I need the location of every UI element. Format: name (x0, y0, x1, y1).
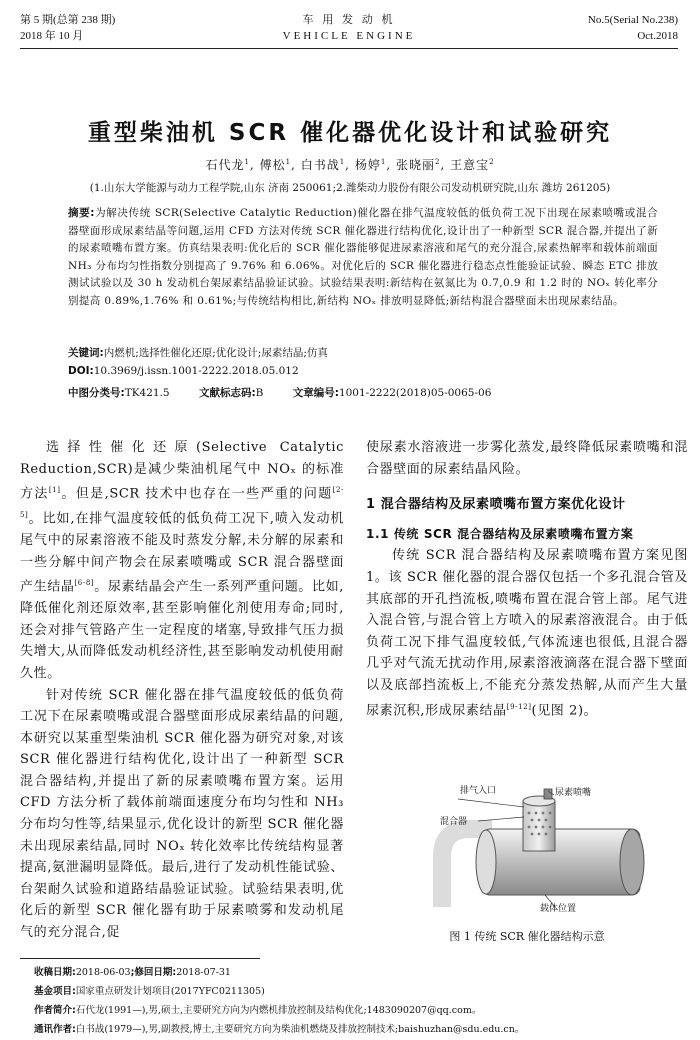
paragraph (366, 545, 688, 721)
corresponding-text: 白书战(1979—),男,副教授,博士,主要研究方向为柴油机燃烧及排放控制技术;baishuzhan@sdu.edu.cn。 (75, 1024, 525, 1035)
journal-name-cn: 车 用 发 动 机 (302, 14, 396, 26)
text-run: 。但是,SCR 技术中也存在一些严重的问题 (60, 486, 333, 502)
paragraph (20, 437, 344, 685)
clc-label: 中图分类号: (68, 387, 125, 399)
header-right (588, 12, 678, 44)
fund-text: 国家重点研发计划项目(2017YFC0211305) (75, 986, 265, 997)
doi-text: 10.3969/j.issn.1001-2222.2018.05.012 (93, 365, 299, 377)
text-run: 。比如,在排气温度较低的低负荷工况下,喷入发动机尾气中的尿素溶液不能及时蒸发分解,未分解的尿素和一些分解中间产物会在尿素喷嘴或 SCR 混合器壁面产生结晶 (20, 511, 344, 595)
author-sup: 1 (380, 158, 387, 166)
keywords-text: 内燃机;选择性催化还原;优化设计;尿素结晶;仿真 (103, 347, 328, 359)
doi (68, 365, 299, 377)
catalyst-inlet-face (476, 830, 496, 894)
footnote-rule (20, 958, 260, 959)
paragraph: 针对传统 SCR 催化器在排气温度较低的低负荷工况下在尿素喷嘴或混合器壁面形成尿素结晶的问题,本研究以某重型柴油机 SCR 催化器为研究对象,对该 SCR 催化器进行结构优化,设计出了一种新型 SCR 混合器结构,并提出了新的尿素喷嘴布置方案。运用 CFD 方法分析了载体前端面速度分布均匀性和 NH₃ 分布均匀性等,结果显示,优化设计的新型 SCR 催化器未出现尿素结晶,同时 NOₓ 转化效率比传统结构显著提高,氨泄漏明显降低。最后,进行了发动机性能试验、台架耐久试验和道路结晶验证试验。试验结果表明,优化后的新型 SCR 催化器有助于尿素喷雾和发动机尾气的充分混合,促 (20, 687, 344, 941)
scr-catalyst-drawing (420, 787, 650, 912)
label-mixer: 混合器 (440, 817, 468, 827)
author-sup: 2 (434, 158, 441, 166)
article-no-label: 文章编号: (292, 387, 339, 399)
doc-code-value: B (255, 387, 264, 399)
author: 王意宝 (450, 158, 490, 172)
text-run: 传统 SCR 混合器结构及尿素喷嘴布置方案见图 1。该 SCR 催化器的混合器仅包括一个多孔混合管及其底部的开孔挡流板,喷嘴布置在混合管上部。尾气进入混合管,与混合管上方喷入的尿素溶液混合。由于低负荷工况下排气温度较低,气体流速也很低,且混合器几乎对气流无扰动作用,尿素溶液滴落在混合器下壁面以及底部挡流板上,不能充分蒸发热解,从而产生大量尿素沉积,形成尿素结晶 (366, 548, 688, 718)
author: 张晓丽 (395, 158, 435, 172)
section-heading: 1 混合器结构及尿素喷嘴布置方案优化设计 (366, 497, 626, 513)
label-urea-nozzle: 尿素喷嘴 (555, 788, 592, 798)
label-exhaust-inlet: 排气入口 (460, 786, 497, 796)
footnote-corresponding (34, 1021, 524, 1035)
author-list: 石代龙$^1$, 傅松$^1$, 白书战$^1$, 杨婷$^1$, 张晓丽$^2$, 王意宝$^2$ (205, 158, 495, 172)
paragraph: 使尿素水溶液进一步雾化蒸发,最终降低尿素喷嘴和混合器壁面的尿素结晶风险。 (366, 440, 688, 477)
abstract (68, 205, 658, 311)
author-bio-label: 作者简介: (34, 1005, 76, 1016)
issue-en: No.5(Serial No.238) (587, 14, 678, 26)
keywords-label: 关键词: (68, 347, 104, 359)
author: 石代龙 (205, 158, 245, 172)
text-run: 。尿素结晶会产生一系列严重问题。比如,降低催化剂还原效率,甚至影响催化剂使用寿命;同时,还会对排气管路产生一定程度的堵塞,导致排气压力损失增大,从而降低发动机经济性,甚至影响发动机使用耐久性。 (20, 579, 344, 681)
author: 傅松 (259, 158, 286, 172)
abstract-text: 为解决传统 SCR(Selective Catalytic Reduction)催化器在排气温度较低的低负荷工况下出现在尿素喷嘴或混合器壁面形成尿素结晶等问题,运用 CFD 方法对传统 SCR 催化器进行结构优化,设计出了一种新型 SCR 混合器,并提出了新的尿素喷嘴布置方案。仿真结果表明:优化后的 SCR 催化器能够促进尿素溶液和尾气的充分混合,尿素热解率和载体前端面 NH₃ 分布均匀性指数分别提高了 9.76% 和 6.06%。对优化后的 SCR 催化器进行稳态点性能验证试验、瞬态 ETC 排放测试试验以及 30 h 发动机台架尿素结晶验证试验。试验结果表明:新结构在氨氮比为 0.7,0.9 和 1.2 时的 NOₓ 转化率分别提高 0.89%,1.76% 和 0.61%;与传统结构相比,新结构 NOₓ 排放明显降低;新结构混合器壁面未出现尿素结晶。 (68, 207, 658, 307)
running-header (20, 12, 678, 48)
footnote-fund (34, 983, 265, 997)
footnote-dates (34, 964, 231, 978)
author-bio-text: 石代龙(1991—),男,硕士,主要研究方向为内燃机排放控制及结构优化;1483090207@qq.com。 (75, 1005, 482, 1016)
issue-cn: 第 5 期(总第 238 期) (20, 14, 116, 26)
catalyst-end-cap (620, 829, 644, 895)
header-center (20, 12, 678, 44)
revised-date: 2018-07-31 (176, 967, 231, 978)
subsection-heading: 1.1 传统 SCR 混合器结构及尿素喷嘴布置方案 (366, 526, 634, 541)
classification-line (68, 385, 517, 400)
author-sup: 2 (489, 158, 495, 166)
author: 白书战 (300, 158, 340, 172)
abstract-label: 摘要: (68, 207, 95, 219)
affiliation: (1.山东大学能源与动力工程学院,山东 济南 250061;2.潍柴动力股份有限公司发动机研究院,山东 潍坊 261205) (89, 182, 611, 194)
author-sup: 1 (244, 158, 250, 166)
footnote-author (34, 1002, 481, 1016)
urea-nozzle (544, 789, 552, 799)
text-run: (见图 2)。 (531, 702, 598, 718)
paper-title: 重型柴油机 SCR 催化器优化设计和试验研究 (87, 120, 613, 146)
citation: [2-5] (20, 486, 344, 520)
doc-code-label: 文献标志码: (198, 387, 256, 399)
article-no-value: 1001-2222(2018)05-0065-06 (338, 387, 492, 399)
revised-label: ;修回日期: (130, 967, 177, 978)
doi-label: DOI: (68, 365, 94, 377)
citation: [6-8] (74, 579, 95, 588)
keywords (68, 345, 328, 360)
body-column-right (366, 437, 688, 721)
fund-label: 基金项目: (34, 986, 76, 997)
author-sup: 1 (285, 158, 292, 166)
catalyst-body (482, 829, 640, 895)
journal-name-en: VEHICLE ENGINE (282, 30, 416, 42)
figure-1-scr-diagram (420, 787, 650, 912)
citation: [1] (48, 486, 61, 495)
text-run: 选择性催化还原(Selective Catalytic Reduction,SCR)是减少柴油机尾气中 NOₓ 的标准方法 (20, 440, 344, 502)
label-carrier-position: 载体位置 (540, 904, 577, 914)
figure-caption: 图 1 传统 SCR 催化器结构示意 (449, 930, 605, 943)
body-column-left (20, 437, 344, 944)
author: 杨婷 (354, 158, 381, 172)
corresponding-label: 通讯作者: (34, 1024, 76, 1035)
received-date: 2018-06-03 (75, 967, 131, 978)
author-sup: 1 (339, 158, 346, 166)
header-rule (20, 48, 678, 49)
date-en: Oct.2018 (637, 30, 678, 42)
date-cn: 2018 年 10 月 (20, 30, 84, 42)
citation: [9-12] (506, 702, 532, 711)
clc-value: TK421.5 (124, 387, 170, 399)
received-label: 收稿日期: (34, 967, 76, 978)
